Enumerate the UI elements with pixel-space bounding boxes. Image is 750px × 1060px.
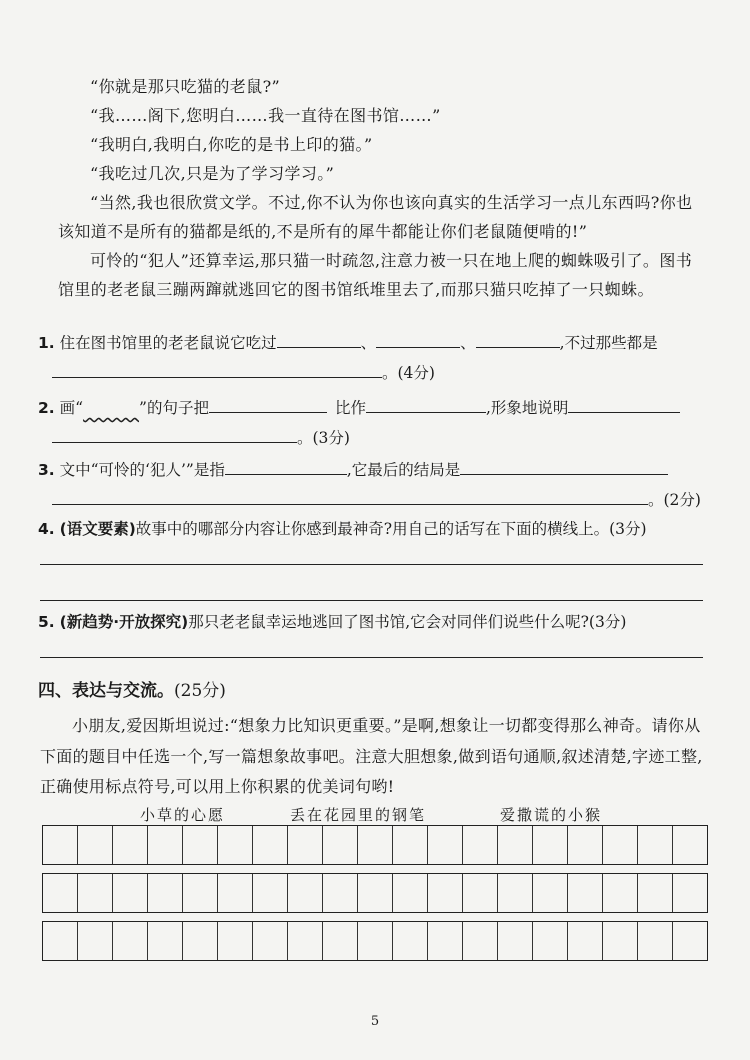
grid-cell[interactable] [638,826,673,864]
dialogue-line: “你就是那只吃猫的老鼠?” [90,77,281,96]
question-1-line2 [38,357,706,388]
grid-cell[interactable] [323,922,358,960]
grid-cell[interactable] [463,826,498,864]
question-2-line2 [38,422,706,453]
question-tag: (语文要素) [59,520,136,538]
topic-option: 小草的心愿 [140,806,226,824]
question-number: 4. [38,520,55,538]
question-text: ,不过那些都是 [559,334,658,352]
grid-cell[interactable] [288,922,323,960]
question-4 [38,514,706,544]
answer-line[interactable] [40,657,703,658]
grid-cell[interactable] [288,826,323,864]
answer-blank[interactable] [277,327,361,348]
grid-cell[interactable] [393,922,428,960]
grid-cell[interactable] [463,874,498,912]
question-score: 。(2分) [648,491,701,509]
grid-cell[interactable] [673,922,707,960]
question-2 [38,392,706,423]
grid-cell[interactable] [323,874,358,912]
grid-cell[interactable] [323,826,358,864]
grid-cell[interactable] [428,826,463,864]
grid-cell[interactable] [533,922,568,960]
question-text: ,形象地说明 [485,399,569,417]
grid-cell[interactable] [568,874,603,912]
grid-cell[interactable] [393,826,428,864]
question-3 [38,454,706,485]
question-score: 。(3分) [297,429,350,447]
question-text: ,它最后的结局是 [346,461,461,479]
grid-cell[interactable] [183,826,218,864]
grid-cell[interactable] [533,874,568,912]
answer-line[interactable] [40,600,703,601]
grid-row[interactable] [42,921,708,961]
answer-line[interactable] [40,564,703,565]
question-3-line2 [38,484,706,515]
answer-blank[interactable] [366,392,486,413]
topic-option: 爱撒谎的小猴 [500,806,603,824]
grid-cell[interactable] [113,826,148,864]
grid-cell[interactable] [78,922,113,960]
grid-cell[interactable] [218,874,253,912]
question-text: 那只老老鼠幸运地逃回了图书馆,它会对同伴们说些什么呢?(3分) [188,613,627,631]
question-text: 故事中的哪部分内容让你感到最神奇?用自己的话写在下面的横线上。(3分) [135,520,647,538]
grid-cell[interactable] [183,922,218,960]
grid-cell[interactable] [428,922,463,960]
dialogue-line: “我吃过几次,只是为了学习学习。” [90,164,335,183]
question-text: 画“ [59,399,84,417]
grid-cell[interactable] [358,826,393,864]
grid-cell[interactable] [183,874,218,912]
dialogue-line: “当然,我也很欣赏文学。不过,你不认为你也该向真实的生活学习一点儿东西吗?你也该知道不是所有的猫都是纸的,不是所有的犀牛都能让你们老鼠随便啃的!” [58,193,693,241]
answer-blank[interactable] [52,357,382,378]
dialogue-line: “我……阁下,您明白……我一直待在图书馆……” [90,106,441,125]
narration-paragraph: 可怜的“犯人”还算幸运,那只猫一时疏忽,注意力被一只在地上爬的蜘蛛吸引了。图书馆里的老老鼠三蹦两蹿就逃回它的图书馆纸堆里去了,而那只猫只吃掉了一只蜘蛛。 [58,251,693,299]
question-number: 5. [38,613,55,631]
grid-cell[interactable] [533,826,568,864]
grid-cell[interactable] [253,826,288,864]
question-number: 3. [38,461,55,479]
grid-cell[interactable] [288,874,323,912]
essay-prompt [40,711,706,803]
topic-option: 丢在花园里的钢笔 [290,806,427,824]
grid-row[interactable] [42,825,708,865]
grid-cell[interactable] [568,922,603,960]
separator: 、 [460,334,476,352]
grid-cell[interactable] [428,874,463,912]
question-text: ”的句子把 [139,399,209,417]
grid-cell[interactable] [43,922,78,960]
grid-cell[interactable] [113,874,148,912]
grid-cell[interactable] [253,874,288,912]
grid-cell[interactable] [603,874,638,912]
grid-cell[interactable] [43,826,78,864]
grid-cell[interactable] [568,826,603,864]
question-text: 住在图书馆里的老老鼠说它吃过 [59,334,277,352]
grid-cell[interactable] [148,922,183,960]
grid-cell[interactable] [148,826,183,864]
grid-cell[interactable] [218,826,253,864]
grid-cell[interactable] [673,826,707,864]
grid-cell[interactable] [393,874,428,912]
grid-cell[interactable] [253,922,288,960]
grid-cell[interactable] [218,922,253,960]
passage [58,72,704,304]
wavy-underline-mark [83,399,139,417]
grid-cell[interactable] [358,922,393,960]
question-text: 比作 [334,399,366,417]
question-text: 文中“可怜的‘犯人’”是指 [59,461,225,479]
answer-blank[interactable] [568,392,680,413]
grid-cell[interactable] [463,922,498,960]
grid-cell[interactable] [498,874,533,912]
grid-cell[interactable] [148,874,183,912]
answer-blank[interactable] [52,484,648,505]
question-tag: (新趋势·开放探究) [59,613,189,631]
answer-blank[interactable] [209,392,327,413]
grid-cell[interactable] [113,922,148,960]
grid-cell[interactable] [603,922,638,960]
dialogue-line: “我明白,我明白,你吃的是书上印的猫。” [90,135,373,154]
grid-cell[interactable] [358,874,393,912]
answer-blank[interactable] [225,454,347,475]
answer-blank[interactable] [376,327,460,348]
grid-cell[interactable] [78,874,113,912]
question-number: 1. [38,334,55,352]
grid-row[interactable] [42,873,708,913]
grid-cell[interactable] [498,826,533,864]
grid-cell[interactable] [638,922,673,960]
question-score: 。(4分) [382,364,435,382]
question-5 [38,607,706,637]
answer-blank[interactable] [476,327,560,348]
section-heading: 四、表达与交流。 [38,681,174,701]
essay-instructions: 小朋友,爱因斯坦说过:“想象力比知识更重要。”是啊,想象让一切都变得那么神奇。请你从下面的题目中任选一个,写一篇想象故事吧。注意大胆想象,做到语句通顺,叙述清楚,字迹工整,正确使用标点符号,可以用上你积累的优美词句哟! [40,716,703,796]
grid-cell[interactable] [43,874,78,912]
writing-grid[interactable] [42,825,708,969]
grid-cell[interactable] [498,922,533,960]
section-title [38,676,226,701]
separator: 、 [360,334,377,352]
question-1 [38,327,706,358]
question-number: 2. [38,399,55,417]
page-number: 5 [370,1014,380,1029]
section-score: (25分) [174,681,226,701]
grid-cell[interactable] [78,826,113,864]
grid-cell[interactable] [638,874,673,912]
grid-cell[interactable] [673,874,707,912]
answer-blank[interactable] [460,454,668,475]
answer-blank[interactable] [52,422,297,443]
grid-cell[interactable] [603,826,638,864]
